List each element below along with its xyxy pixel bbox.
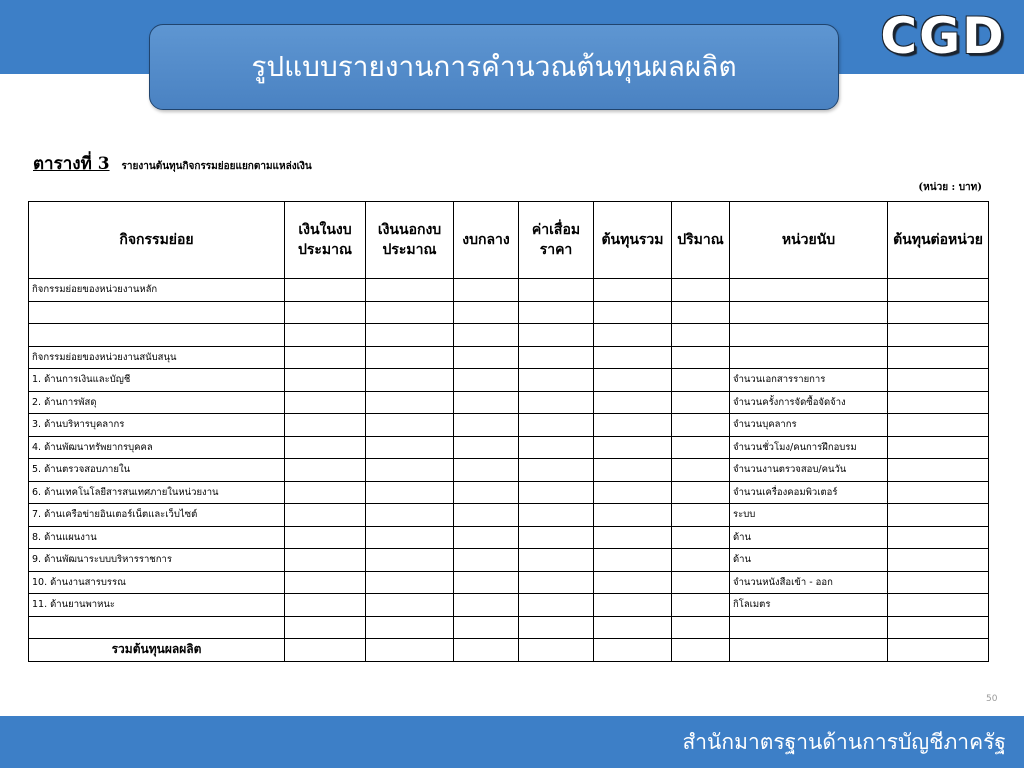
table-cell bbox=[672, 526, 730, 549]
unit-note: (หน่วย : บาท) bbox=[918, 182, 982, 193]
table-cell bbox=[594, 324, 672, 347]
table-cell bbox=[366, 301, 454, 324]
table-row bbox=[29, 526, 989, 549]
table-cell bbox=[285, 504, 366, 527]
activity-cell: กิจกรรมย่อยของหน่วยงานสนับสนุน bbox=[29, 346, 285, 369]
header-budget: เงินในงบประมาณ bbox=[285, 202, 366, 279]
table-cell bbox=[366, 571, 454, 594]
table-row bbox=[29, 369, 989, 392]
table-cell bbox=[888, 324, 989, 347]
table-cell bbox=[285, 616, 366, 639]
footer-organization: สำนักมาตรฐานด้านการบัญชีภาครัฐ bbox=[682, 730, 1006, 754]
header-activity: กิจกรรมย่อย bbox=[29, 202, 285, 279]
activity-cell: 8. ด้านแผนงาน bbox=[29, 526, 285, 549]
table-row bbox=[29, 481, 989, 504]
table-cell bbox=[285, 414, 366, 437]
table-cell bbox=[888, 526, 989, 549]
table-cell bbox=[594, 549, 672, 572]
table-cell bbox=[285, 391, 366, 414]
table-cell bbox=[672, 594, 730, 617]
table-cell bbox=[454, 391, 519, 414]
table-cell bbox=[594, 301, 672, 324]
activity-cell bbox=[29, 616, 285, 639]
table-cell bbox=[888, 369, 989, 392]
table-cell bbox=[888, 279, 989, 302]
header-central-budget: งบกลาง bbox=[454, 202, 519, 279]
table-cell bbox=[454, 436, 519, 459]
activity-cell: 5. ด้านตรวจสอบภายใน bbox=[29, 459, 285, 482]
header-quantity: ปริมาณ bbox=[672, 202, 730, 279]
table-cell bbox=[285, 481, 366, 504]
table-cell bbox=[594, 639, 672, 662]
table-cell bbox=[366, 436, 454, 459]
table-cell bbox=[672, 616, 730, 639]
table-cell bbox=[454, 571, 519, 594]
table-cell bbox=[285, 301, 366, 324]
table-cell bbox=[594, 369, 672, 392]
table-row bbox=[29, 549, 989, 572]
table-cell bbox=[519, 369, 594, 392]
unit-cell: กิโลเมตร bbox=[730, 594, 888, 617]
table-cell bbox=[888, 391, 989, 414]
table-row bbox=[29, 324, 989, 347]
table-cell bbox=[366, 549, 454, 572]
table-cell bbox=[594, 571, 672, 594]
table-cell bbox=[285, 639, 366, 662]
unit-cell: จำนวนหนังสือเข้า - ออก bbox=[730, 571, 888, 594]
activity-cell bbox=[29, 301, 285, 324]
page-number: 50 bbox=[986, 694, 998, 704]
table-cell bbox=[519, 526, 594, 549]
activity-cell: 2. ด้านการพัสดุ bbox=[29, 391, 285, 414]
unit-cell bbox=[730, 346, 888, 369]
unit-cell bbox=[730, 301, 888, 324]
table-row bbox=[29, 346, 989, 369]
header-row bbox=[29, 202, 989, 279]
activity-cell: 6. ด้านเทคโนโลยีสารสนเทศภายในหน่วยงาน bbox=[29, 481, 285, 504]
table-cell bbox=[366, 346, 454, 369]
table-cell bbox=[594, 526, 672, 549]
activity-cell: 3. ด้านบริหารบุคลากร bbox=[29, 414, 285, 437]
unit-cell: ด้าน bbox=[730, 549, 888, 572]
table-cell bbox=[519, 616, 594, 639]
table-row bbox=[29, 594, 989, 617]
activity-cell: 10. ด้านงานสารบรรณ bbox=[29, 571, 285, 594]
table-cell bbox=[672, 571, 730, 594]
table-cell bbox=[594, 279, 672, 302]
table-cell bbox=[672, 414, 730, 437]
table-cell bbox=[594, 504, 672, 527]
activity-cell: 9. ด้านพัฒนาระบบบริหารราชการ bbox=[29, 549, 285, 572]
table-cell bbox=[285, 346, 366, 369]
table-cell bbox=[454, 639, 519, 662]
table-cell bbox=[366, 391, 454, 414]
total-row bbox=[29, 639, 989, 662]
table-cell bbox=[366, 481, 454, 504]
table-cell bbox=[888, 594, 989, 617]
cgd-logo: CGD bbox=[880, 7, 1006, 65]
table-cell bbox=[672, 549, 730, 572]
table-cell bbox=[366, 504, 454, 527]
table-cell bbox=[519, 324, 594, 347]
table-cell bbox=[594, 594, 672, 617]
table-cell bbox=[888, 571, 989, 594]
unit-cell bbox=[730, 279, 888, 302]
table-cell bbox=[888, 346, 989, 369]
table-cell bbox=[519, 639, 594, 662]
table-caption bbox=[33, 150, 312, 174]
total-label: รวมต้นทุนผลผลิต bbox=[29, 639, 285, 662]
table-cell bbox=[519, 504, 594, 527]
table-cell bbox=[285, 526, 366, 549]
table-row bbox=[29, 436, 989, 459]
table-description: รายงานต้นทุนกิจกรรมย่อยแยกตามแหล่งเงิน bbox=[121, 161, 312, 172]
table-cell bbox=[454, 301, 519, 324]
table-cell bbox=[454, 414, 519, 437]
table-cell bbox=[888, 504, 989, 527]
slide-title: รูปแบบรายงานการคำนวณต้นทุนผลผลิต bbox=[149, 24, 839, 110]
table-cell bbox=[285, 571, 366, 594]
table-cell bbox=[285, 279, 366, 302]
table-cell bbox=[730, 639, 888, 662]
table-cell bbox=[366, 459, 454, 482]
table-cell bbox=[454, 504, 519, 527]
table-cell bbox=[888, 459, 989, 482]
table-cell bbox=[285, 459, 366, 482]
activity-cell: 7. ด้านเครือข่ายอินเตอร์เน็ตและเว็บไซต์ bbox=[29, 504, 285, 527]
table-cell bbox=[366, 414, 454, 437]
table-cell bbox=[454, 616, 519, 639]
activity-cell: 11. ด้านยานพาหนะ bbox=[29, 594, 285, 617]
table-cell bbox=[366, 526, 454, 549]
table-cell bbox=[519, 346, 594, 369]
table-cell bbox=[366, 594, 454, 617]
unit-cell: ระบบ bbox=[730, 504, 888, 527]
table-cell bbox=[519, 414, 594, 437]
table-cell bbox=[285, 549, 366, 572]
table-cell bbox=[454, 279, 519, 302]
table-cell bbox=[454, 346, 519, 369]
table-cell bbox=[672, 436, 730, 459]
table-cell bbox=[888, 481, 989, 504]
table-cell bbox=[888, 549, 989, 572]
table-cell bbox=[454, 549, 519, 572]
table-cell bbox=[594, 481, 672, 504]
table-cell bbox=[366, 639, 454, 662]
table-cell bbox=[519, 436, 594, 459]
activity-cell bbox=[29, 324, 285, 347]
header-unit: หน่วยนับ bbox=[730, 202, 888, 279]
table-cell bbox=[594, 436, 672, 459]
table-cell bbox=[672, 301, 730, 324]
table-number: ตารางที่ 3 bbox=[33, 154, 110, 174]
activity-cell: 4. ด้านพัฒนาทรัพยากรบุคคล bbox=[29, 436, 285, 459]
unit-cell: ด้าน bbox=[730, 526, 888, 549]
table-cell bbox=[366, 324, 454, 347]
table-cell bbox=[454, 459, 519, 482]
unit-cell: จำนวนครั้งการจัดซื้อจัดจ้าง bbox=[730, 391, 888, 414]
table-cell bbox=[519, 279, 594, 302]
table-row bbox=[29, 301, 989, 324]
table-cell bbox=[285, 369, 366, 392]
header-depreciation: ค่าเสื่อมราคา bbox=[519, 202, 594, 279]
table-row bbox=[29, 504, 989, 527]
table-cell bbox=[519, 549, 594, 572]
table-cell bbox=[454, 481, 519, 504]
table-cell bbox=[672, 324, 730, 347]
table-cell bbox=[594, 414, 672, 437]
table-cell bbox=[519, 594, 594, 617]
unit-cell bbox=[730, 616, 888, 639]
unit-cell bbox=[730, 324, 888, 347]
table-cell bbox=[672, 279, 730, 302]
header-total-cost: ต้นทุนรวม bbox=[594, 202, 672, 279]
table-cell bbox=[888, 616, 989, 639]
table-row bbox=[29, 391, 989, 414]
table-row bbox=[29, 414, 989, 437]
table-cell bbox=[672, 504, 730, 527]
table-cell bbox=[888, 639, 989, 662]
table-cell bbox=[454, 594, 519, 617]
table-cell bbox=[594, 346, 672, 369]
table-cell bbox=[285, 436, 366, 459]
table-cell bbox=[285, 324, 366, 347]
unit-cell: จำนวนชั่วโมง/คนการฝึกอบรม bbox=[730, 436, 888, 459]
table-cell bbox=[519, 301, 594, 324]
table-cell bbox=[594, 391, 672, 414]
unit-cell: จำนวนบุคลากร bbox=[730, 414, 888, 437]
table-cell bbox=[519, 391, 594, 414]
table-cell bbox=[672, 459, 730, 482]
table-cell bbox=[366, 369, 454, 392]
table-cell bbox=[672, 639, 730, 662]
unit-cell: จำนวนเครื่องคอมพิวเตอร์ bbox=[730, 481, 888, 504]
header-non-budget: เงินนอกงบประมาณ bbox=[366, 202, 454, 279]
table-cell bbox=[672, 481, 730, 504]
table-row bbox=[29, 279, 989, 302]
table-cell bbox=[366, 279, 454, 302]
unit-cell: จำนวนงานตรวจสอบ/คนวัน bbox=[730, 459, 888, 482]
table-cell bbox=[888, 301, 989, 324]
table-cell bbox=[672, 346, 730, 369]
header-unit-cost: ต้นทุนต่อหน่วย bbox=[888, 202, 989, 279]
activity-cell: กิจกรรมย่อยของหน่วยงานหลัก bbox=[29, 279, 285, 302]
table-cell bbox=[454, 324, 519, 347]
table-cell bbox=[888, 414, 989, 437]
table-cell bbox=[519, 481, 594, 504]
table-row bbox=[29, 459, 989, 482]
table-cell bbox=[519, 571, 594, 594]
table-cell bbox=[285, 594, 366, 617]
table-cell bbox=[594, 459, 672, 482]
table-row bbox=[29, 616, 989, 639]
cost-report-table bbox=[28, 201, 989, 662]
table-cell bbox=[672, 369, 730, 392]
table-cell bbox=[594, 616, 672, 639]
table-cell bbox=[454, 526, 519, 549]
table-cell bbox=[366, 616, 454, 639]
table-cell bbox=[672, 391, 730, 414]
table-cell bbox=[888, 436, 989, 459]
activity-cell: 1. ด้านการเงินและบัญชี bbox=[29, 369, 285, 392]
unit-cell: จำนวนเอกสารรายการ bbox=[730, 369, 888, 392]
table-row bbox=[29, 571, 989, 594]
table-cell bbox=[454, 369, 519, 392]
table-cell bbox=[519, 459, 594, 482]
